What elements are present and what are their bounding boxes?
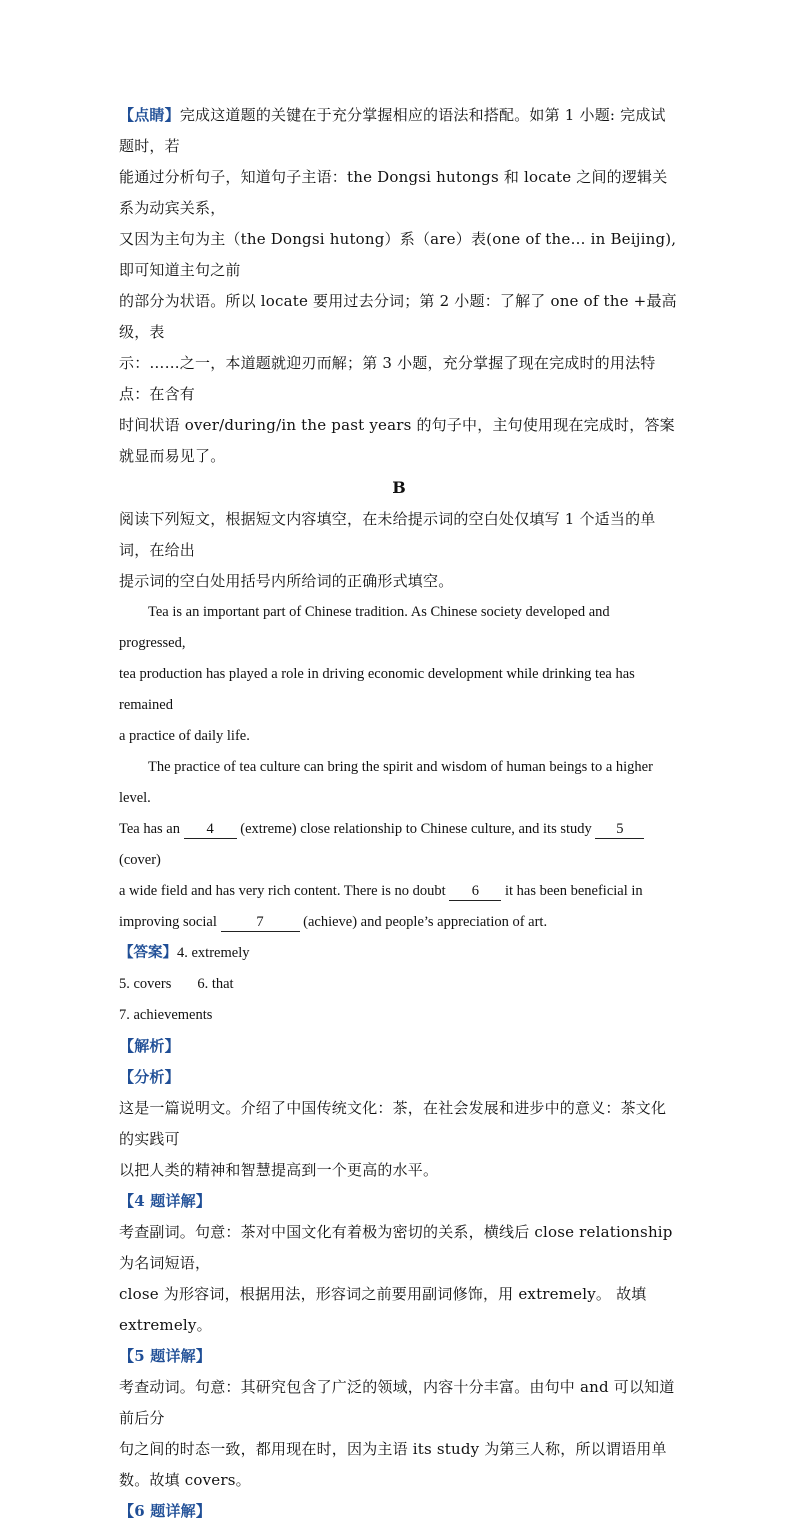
fenxi-line-1: 这是一篇说明文。介绍了中国传统文化：茶，在社会发展和进步中的意义：茶文化的实践可 (119, 1099, 667, 1148)
passage-text: Tea has an (119, 821, 184, 837)
q6-heading (119, 1496, 679, 1527)
answer-tag: 【答案】 (119, 945, 177, 961)
jiexi-tag: 【解析】 (119, 1037, 180, 1055)
document-content (119, 100, 679, 1527)
fenxi-line-2: 以把人类的精神和智慧提高到一个更高的水平。 (119, 1161, 439, 1179)
passage-p1-line-1: Tea is an important part of Chinese tradition. As Chinese society developed and progressed, (119, 604, 610, 651)
answer-line-3 (119, 1000, 679, 1031)
passage-text: improving social (119, 914, 221, 930)
answer-6: 6. that (197, 976, 234, 992)
dianjing-line-4: 的部分为状语。所以 locate 要用过去分词；第 2 小题：了解了 one of the +最高级，表 (119, 292, 677, 341)
dianjing-line-6: 时间状语 over/during/in the past years 的句子中，主句使用现在完成时，答案就显而易见了。 (119, 416, 675, 465)
blank-6: 6 (449, 882, 501, 901)
passage-p2-line-1: The practice of tea culture can bring the spirit and wisdom of human beings to a higher level. (119, 759, 653, 806)
q4-heading (119, 1186, 679, 1217)
q6-tag: 【6 题详解】 (119, 1502, 212, 1520)
fenxi-heading (119, 1062, 679, 1093)
passage-text: a wide field and has very rich content. There is no doubt (119, 883, 450, 899)
jiexi-heading (119, 1031, 679, 1062)
q4-line-2: close 为形容词，根据用法，形容词之前要用副词修饰，用 extremely。 故填 extremely。 (119, 1285, 647, 1334)
instructions-line-1: 阅读下列短文，根据短文内容填空，在未给提示词的空白处仅填写 1 个适当的单词，在给出 (119, 510, 656, 559)
q5-line-2: 句之间的时态一致，都用现在时，因为主语 its study 为第三人称，所以谓语用单数。故填 covers。 (119, 1440, 667, 1489)
dianjing-line-5: 示：……之一，本道题就迎刃而解；第 3 小题，充分掌握了现在完成时的用法特点：在含有 (119, 354, 656, 403)
passage-p1-line-2: tea production has played a role in driving economic development while drinking tea has remained (119, 666, 635, 713)
q5-heading (119, 1341, 679, 1372)
passage-text: (extreme) close relationship to Chinese culture, and its study (236, 821, 596, 837)
dianjing-tag: 【点睛】 (119, 106, 180, 124)
answer-7: 7. achievements (119, 1007, 213, 1023)
blank-5: 5 (595, 820, 644, 839)
fenxi-tag: 【分析】 (119, 1068, 180, 1086)
blank-7: 7 (221, 913, 300, 932)
instructions-line-2: 提示词的空白处用括号内所给词的正确形式填空。 (119, 572, 454, 590)
answer-5: 5. covers (119, 976, 172, 992)
passage-text: (cover) (119, 852, 161, 868)
passage-p2-line-2 (119, 814, 679, 876)
dianjing-line-1 (119, 100, 679, 162)
answer-4: 4. extremely (177, 945, 250, 961)
dianjing-text: 完成这道题的关键在于充分掌握相应的语法和搭配。如第 1 小题: 完成试题时，若 (119, 106, 666, 155)
answer-line-2 (119, 969, 679, 1000)
q5-line-1: 考查动词。句意：其研究包含了广泛的领域，内容十分丰富。由句中 and 可以知道前后分 (119, 1378, 675, 1427)
passage-p1-line-3: a practice of daily life. (119, 728, 250, 744)
q4-line-1: 考查副词。句意：茶对中国文化有着极为密切的关系，横线后 close relationship 为名词短语， (119, 1223, 673, 1272)
answer-line-1 (119, 938, 679, 969)
passage-p2-line-3 (119, 876, 679, 907)
passage-p2-line-4 (119, 907, 679, 938)
dianjing-line-2: 能通过分析句子，知道句子主语：the Dongsi hutongs 和 locate 之间的逻辑关系为动宾关系， (119, 168, 668, 217)
q5-tag: 【5 题详解】 (119, 1347, 212, 1365)
section-b-heading: B (392, 478, 406, 497)
dianjing-line-3: 又因为主句为主（the Dongsi hutong）系（are）表(one of the… in Beijing), 即可知道主句之前 (119, 230, 677, 279)
q4-tag: 【4 题详解】 (119, 1192, 212, 1210)
blank-4: 4 (184, 820, 237, 839)
passage-text: it has been beneficial in (501, 883, 643, 899)
passage-text: (achieve) and people’s appreciation of art. (299, 914, 548, 930)
